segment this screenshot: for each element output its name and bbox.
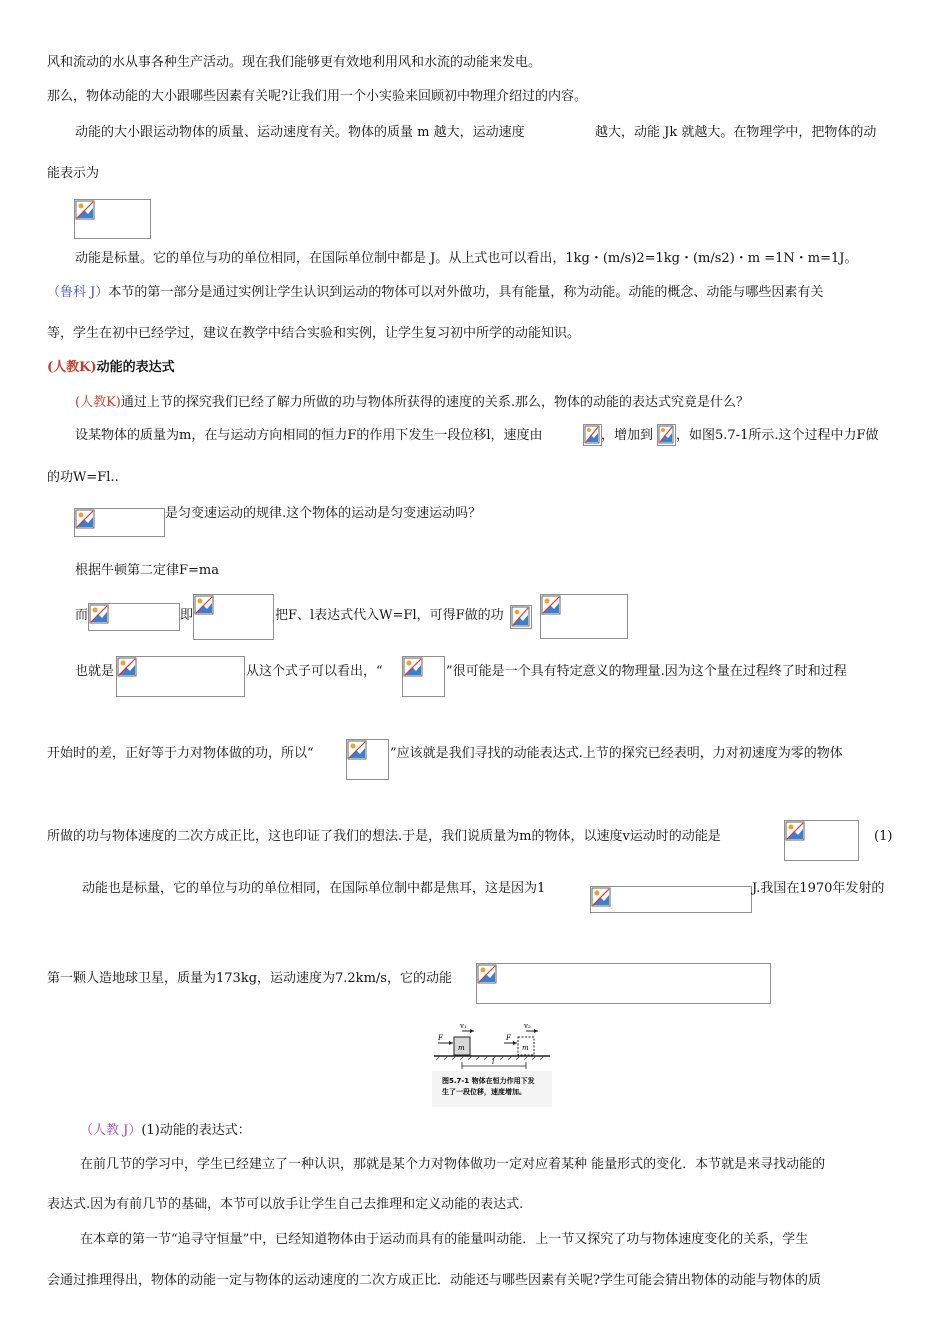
text-line: ”应该就是我们寻找的动能表达式.上节的探究已经表明，力对初速度为零的物体 <box>390 746 843 761</box>
source-tag: (人教K) <box>75 395 121 410</box>
formula-image <box>590 886 752 913</box>
broken-image-icon <box>541 595 561 615</box>
section-heading <box>47 360 175 376</box>
figure-caption: 生了一段位移，速度增加。 <box>442 1088 526 1096</box>
text-line: 即 <box>180 608 194 623</box>
text-line: 越大，动能 Jk 就越大。在物理学中，把物体的动 <box>595 125 877 140</box>
formula-image <box>540 594 628 639</box>
text-line: ”很可能是一个具有特定意义的物理量.因为这个量在过程终了时和过程 <box>446 664 847 679</box>
text-line: 在本章的第一节“追寻守恒量”中，已经知道物体由于运动而具有的能量叫动能．上一节又探究了功与物体速度变化的关系，学生 <box>80 1232 809 1247</box>
text-line: 会通过推理得出，物体的动能一定与物体的运动速度的二次方成正比．动能还与哪些因素有关呢?学生可能会猜出物体的动能与物体的质 <box>47 1273 821 1288</box>
text-line: 把F、l表达式代入W=Fl，可得F做的功 <box>275 608 504 623</box>
formula-image <box>193 594 274 640</box>
text-line: 所做的功与物体速度的二次方成正比，这也印证了我们的想法.于是，我们说质量为m的物体，以速度v运动时的动能是 <box>47 829 721 844</box>
formula-image <box>74 199 151 239</box>
text-line: 动能也是标量，它的单位与功的单位相同，在国际单位制中都是焦耳，这是因为1 <box>82 881 546 896</box>
text-line: 等，学生在初中已经学过，建议在教学中结合实验和实例，让学生复习初中所学的动能知识。 <box>47 326 581 341</box>
text-line <box>75 395 749 411</box>
figure-5-7-1 <box>432 1019 552 1107</box>
text-line: 在前几节的学习中，学生已经建立了一种认识，那就是某个力对物体做功一定对应着某种 能量形式的变化．本节就是来寻找动能的 <box>80 1157 826 1172</box>
text-line: 设某物体的质量为m，在与运动方向相同的恒力F的作用下发生一段位移l，速度由 <box>75 428 543 443</box>
text-line: 根据牛顿第二定律F=ma <box>75 563 219 578</box>
text-line: 也就是 <box>75 664 115 679</box>
broken-image-icon <box>194 595 214 615</box>
force-label: F <box>506 1034 511 1042</box>
text-line: 的功W=Fl.. <box>47 470 119 485</box>
text-line: 表达式.因为有前几节的基础，本节可以放手让学生自己去推理和定义动能的表达式. <box>47 1197 524 1212</box>
broken-image-icon <box>477 964 497 984</box>
text-span: 本节的第一部分是通过实例让学生认识到运动的物体可以对外做功，具有能量，称为动能。动能的概念、动能与哪些因素有关 <box>108 285 824 300</box>
formula-image <box>346 739 389 780</box>
mass-label: m <box>522 1044 529 1052</box>
broken-image-icon <box>89 604 109 624</box>
formula-image <box>402 656 445 697</box>
source-tag: (人教K) <box>47 360 97 375</box>
text-line: 动能是标量。它的单位与功的单位相同，在国际单位制中都是 J。从上式也可以看出，1kg・(m/s)2=1kg・(m/s2)・m =1N・m=1J。 <box>75 251 858 266</box>
force-label: F <box>438 1034 443 1042</box>
v1-label: v₁ <box>460 1022 467 1030</box>
broken-image-icon <box>658 425 674 444</box>
figure-caption: 图5.7-1 物体在恒力作用下发 <box>442 1077 535 1085</box>
text-line: 动能的大小跟运动物体的质量、运动速度有关。物体的质量 m 越大，运动速度 <box>75 125 525 140</box>
text-line: 从这个式子可以看出，“ <box>246 664 383 679</box>
broken-image-icon <box>584 425 600 444</box>
source-tag: （鲁科 J） <box>47 285 109 300</box>
broken-image-icon <box>511 606 530 627</box>
formula-image <box>657 424 676 446</box>
broken-image-icon <box>591 887 611 907</box>
source-tag: （人教 J） <box>80 1123 142 1138</box>
formula-image <box>88 603 180 631</box>
text-line: ，如图5.7-1所示.这个过程中力F做 <box>676 428 879 443</box>
broken-image-icon <box>117 657 137 677</box>
text-line: 那么，物体动能的大小跟哪些因素有关呢?让我们用一个小实验来回顾初中物理介绍过的内容。 <box>47 89 587 104</box>
text-line: 而 <box>75 608 89 623</box>
heading-text: 动能的表达式 <box>96 360 175 375</box>
broken-image-icon <box>75 200 95 220</box>
text-line: 是匀变速运动的规律.这个物体的运动是匀变速运动吗？ <box>165 506 482 521</box>
v2-label: v₂ <box>524 1022 531 1030</box>
formula-image <box>784 820 859 861</box>
broken-image-icon <box>403 657 423 677</box>
broken-image-icon <box>785 821 805 841</box>
text-line: 第一颗人造地球卫星，质量为173kg，运动速度为7.2km/s，它的动能 <box>47 971 452 986</box>
formula-image <box>74 508 165 537</box>
formula-image <box>476 963 771 1004</box>
text-line: 能表示为 <box>47 166 100 181</box>
text-line: J.我国在1970年发射的 <box>752 881 885 896</box>
formula-image <box>583 424 602 446</box>
formula-image <box>510 605 532 629</box>
mass-label: m <box>458 1044 465 1052</box>
equation-number: (1) <box>874 829 893 844</box>
displacement-label: l <box>492 1058 495 1066</box>
text-line <box>80 1123 251 1139</box>
broken-image-icon <box>347 740 367 760</box>
text-span: (1)动能的表达式： <box>141 1123 251 1138</box>
formula-image <box>116 656 245 697</box>
broken-image-icon <box>75 509 95 529</box>
figure-diagram <box>432 1019 552 1107</box>
text-line: 风和流动的水从事各种生产活动。现在我们能够更有效地利用风和水流的动能来发电。 <box>47 55 542 70</box>
text-line: ，增加到 <box>601 428 654 443</box>
text-span: 通过上节的探究我们已经了解力所做的功与物体所获得的速度的关系.那么，物体的动能的表达式究竟是什么？ <box>120 395 749 410</box>
text-line <box>47 285 823 301</box>
text-line: 开始时的差，正好等于力对物体做的功，所以“ <box>47 746 314 761</box>
